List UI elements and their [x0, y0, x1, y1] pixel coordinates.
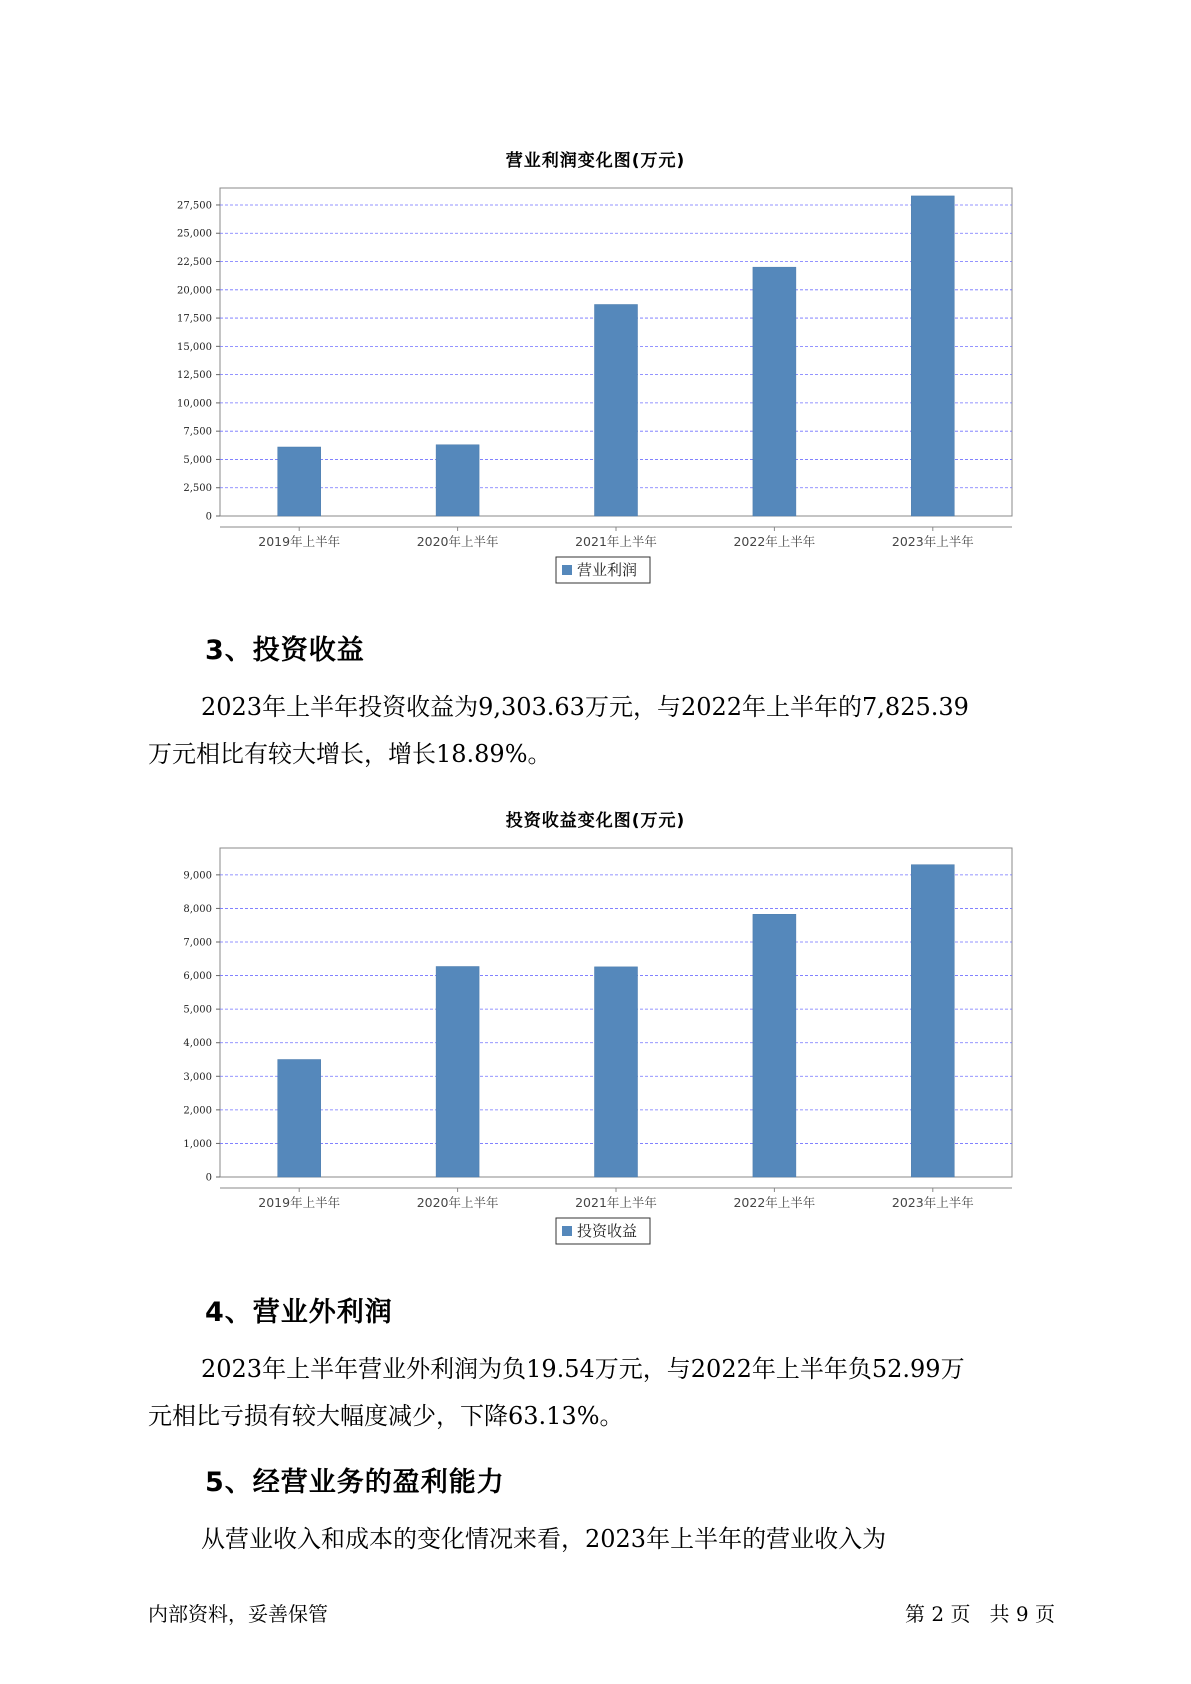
section-4-heading: 4、营业外利润 [205, 1297, 393, 1328]
footer-confidential-note: 内部资料，妥善保管 [148, 1602, 328, 1626]
invest-chart-title: 投资收益变化图(万元) [505, 811, 686, 831]
section-4-paragraph [148, 1346, 1048, 1440]
bar [911, 865, 954, 1177]
x-tick-label: 2019年上半年 [258, 1195, 341, 1210]
x-tick-label: 2022年上半年 [733, 534, 816, 549]
x-tick-label: 2020年上半年 [416, 534, 499, 549]
x-tick-label: 2021年上半年 [575, 1195, 657, 1210]
y-tick-label: 22,500 [177, 257, 212, 269]
y-tick-label: 10,000 [177, 398, 212, 410]
y-tick-label: 4,000 [183, 1038, 212, 1050]
bar [278, 1060, 321, 1178]
bar [436, 445, 479, 516]
x-tick-label: 2019年上半年 [258, 534, 341, 549]
bar [436, 967, 479, 1177]
y-tick-label: 7,000 [183, 937, 212, 949]
bar [911, 196, 954, 516]
y-tick-label: 2,500 [183, 483, 212, 495]
y-tick-label: 2,000 [183, 1105, 212, 1117]
bar [595, 304, 638, 516]
y-tick-label: 9,000 [183, 870, 212, 882]
section-4-line-2: 元相比亏损有较大幅度减少，下降63.13%。 [148, 1402, 624, 1430]
bar [753, 267, 796, 516]
y-tick-label: 12,500 [177, 370, 212, 382]
x-tick-label: 2021年上半年 [575, 534, 657, 549]
x-tick-label: 2020年上半年 [416, 1195, 499, 1210]
bar [595, 967, 638, 1177]
profit-chart-title: 营业利润变化图(万元) [505, 151, 686, 171]
y-tick-label: 17,500 [177, 313, 212, 325]
y-tick-label: 6,000 [183, 971, 212, 983]
section-3-paragraph [148, 684, 1048, 778]
y-tick-label: 20,000 [177, 285, 212, 297]
y-tick-label: 1,000 [183, 1138, 212, 1150]
legend [556, 557, 650, 583]
bar [753, 914, 796, 1177]
y-tick-label: 3,000 [183, 1071, 212, 1083]
section-5-line-1: 从营业收入和成本的变化情况来看，2023年上半年的营业收入为 [201, 1525, 887, 1553]
legend-swatch [562, 565, 572, 575]
x-tick-label: 2023年上半年 [891, 534, 974, 549]
y-tick-label: 0 [205, 511, 212, 523]
y-tick-label: 8,000 [183, 903, 212, 915]
footer-page-number: 第 2 页 共 9 页 [905, 1602, 1055, 1626]
y-tick-label: 7,500 [183, 426, 212, 438]
y-tick-label: 5,000 [183, 454, 212, 466]
section-5-heading: 5、经营业务的盈利能力 [205, 1467, 505, 1498]
section-4-line-1: 2023年上半年营业外利润为负19.54万元，与2022年上半年负52.99万 [201, 1355, 965, 1383]
x-tick-label: 2023年上半年 [891, 1195, 974, 1210]
legend-swatch [562, 1226, 572, 1236]
section-3-heading: 3、投资收益 [205, 635, 365, 666]
y-tick-label: 15,000 [177, 341, 212, 353]
y-tick-label: 0 [205, 1172, 212, 1184]
section-3-line-1: 2023年上半年投资收益为9,303.63万元，与2022年上半年的7,825.39 [201, 693, 969, 721]
legend-label: 投资收益 [577, 1222, 638, 1240]
invest-bar-chart [0, 840, 1191, 1260]
y-tick-label: 27,500 [177, 200, 212, 212]
legend [556, 1218, 650, 1244]
profit-bar-chart [0, 180, 1191, 600]
section-3-line-2: 万元相比有较大增长，增长18.89%。 [148, 740, 552, 768]
section-5-paragraph [148, 1516, 1048, 1563]
bar [278, 447, 321, 516]
x-tick-label: 2022年上半年 [733, 1195, 816, 1210]
legend-label: 营业利润 [577, 561, 638, 579]
y-tick-label: 5,000 [183, 1004, 212, 1016]
y-tick-label: 25,000 [177, 228, 212, 240]
